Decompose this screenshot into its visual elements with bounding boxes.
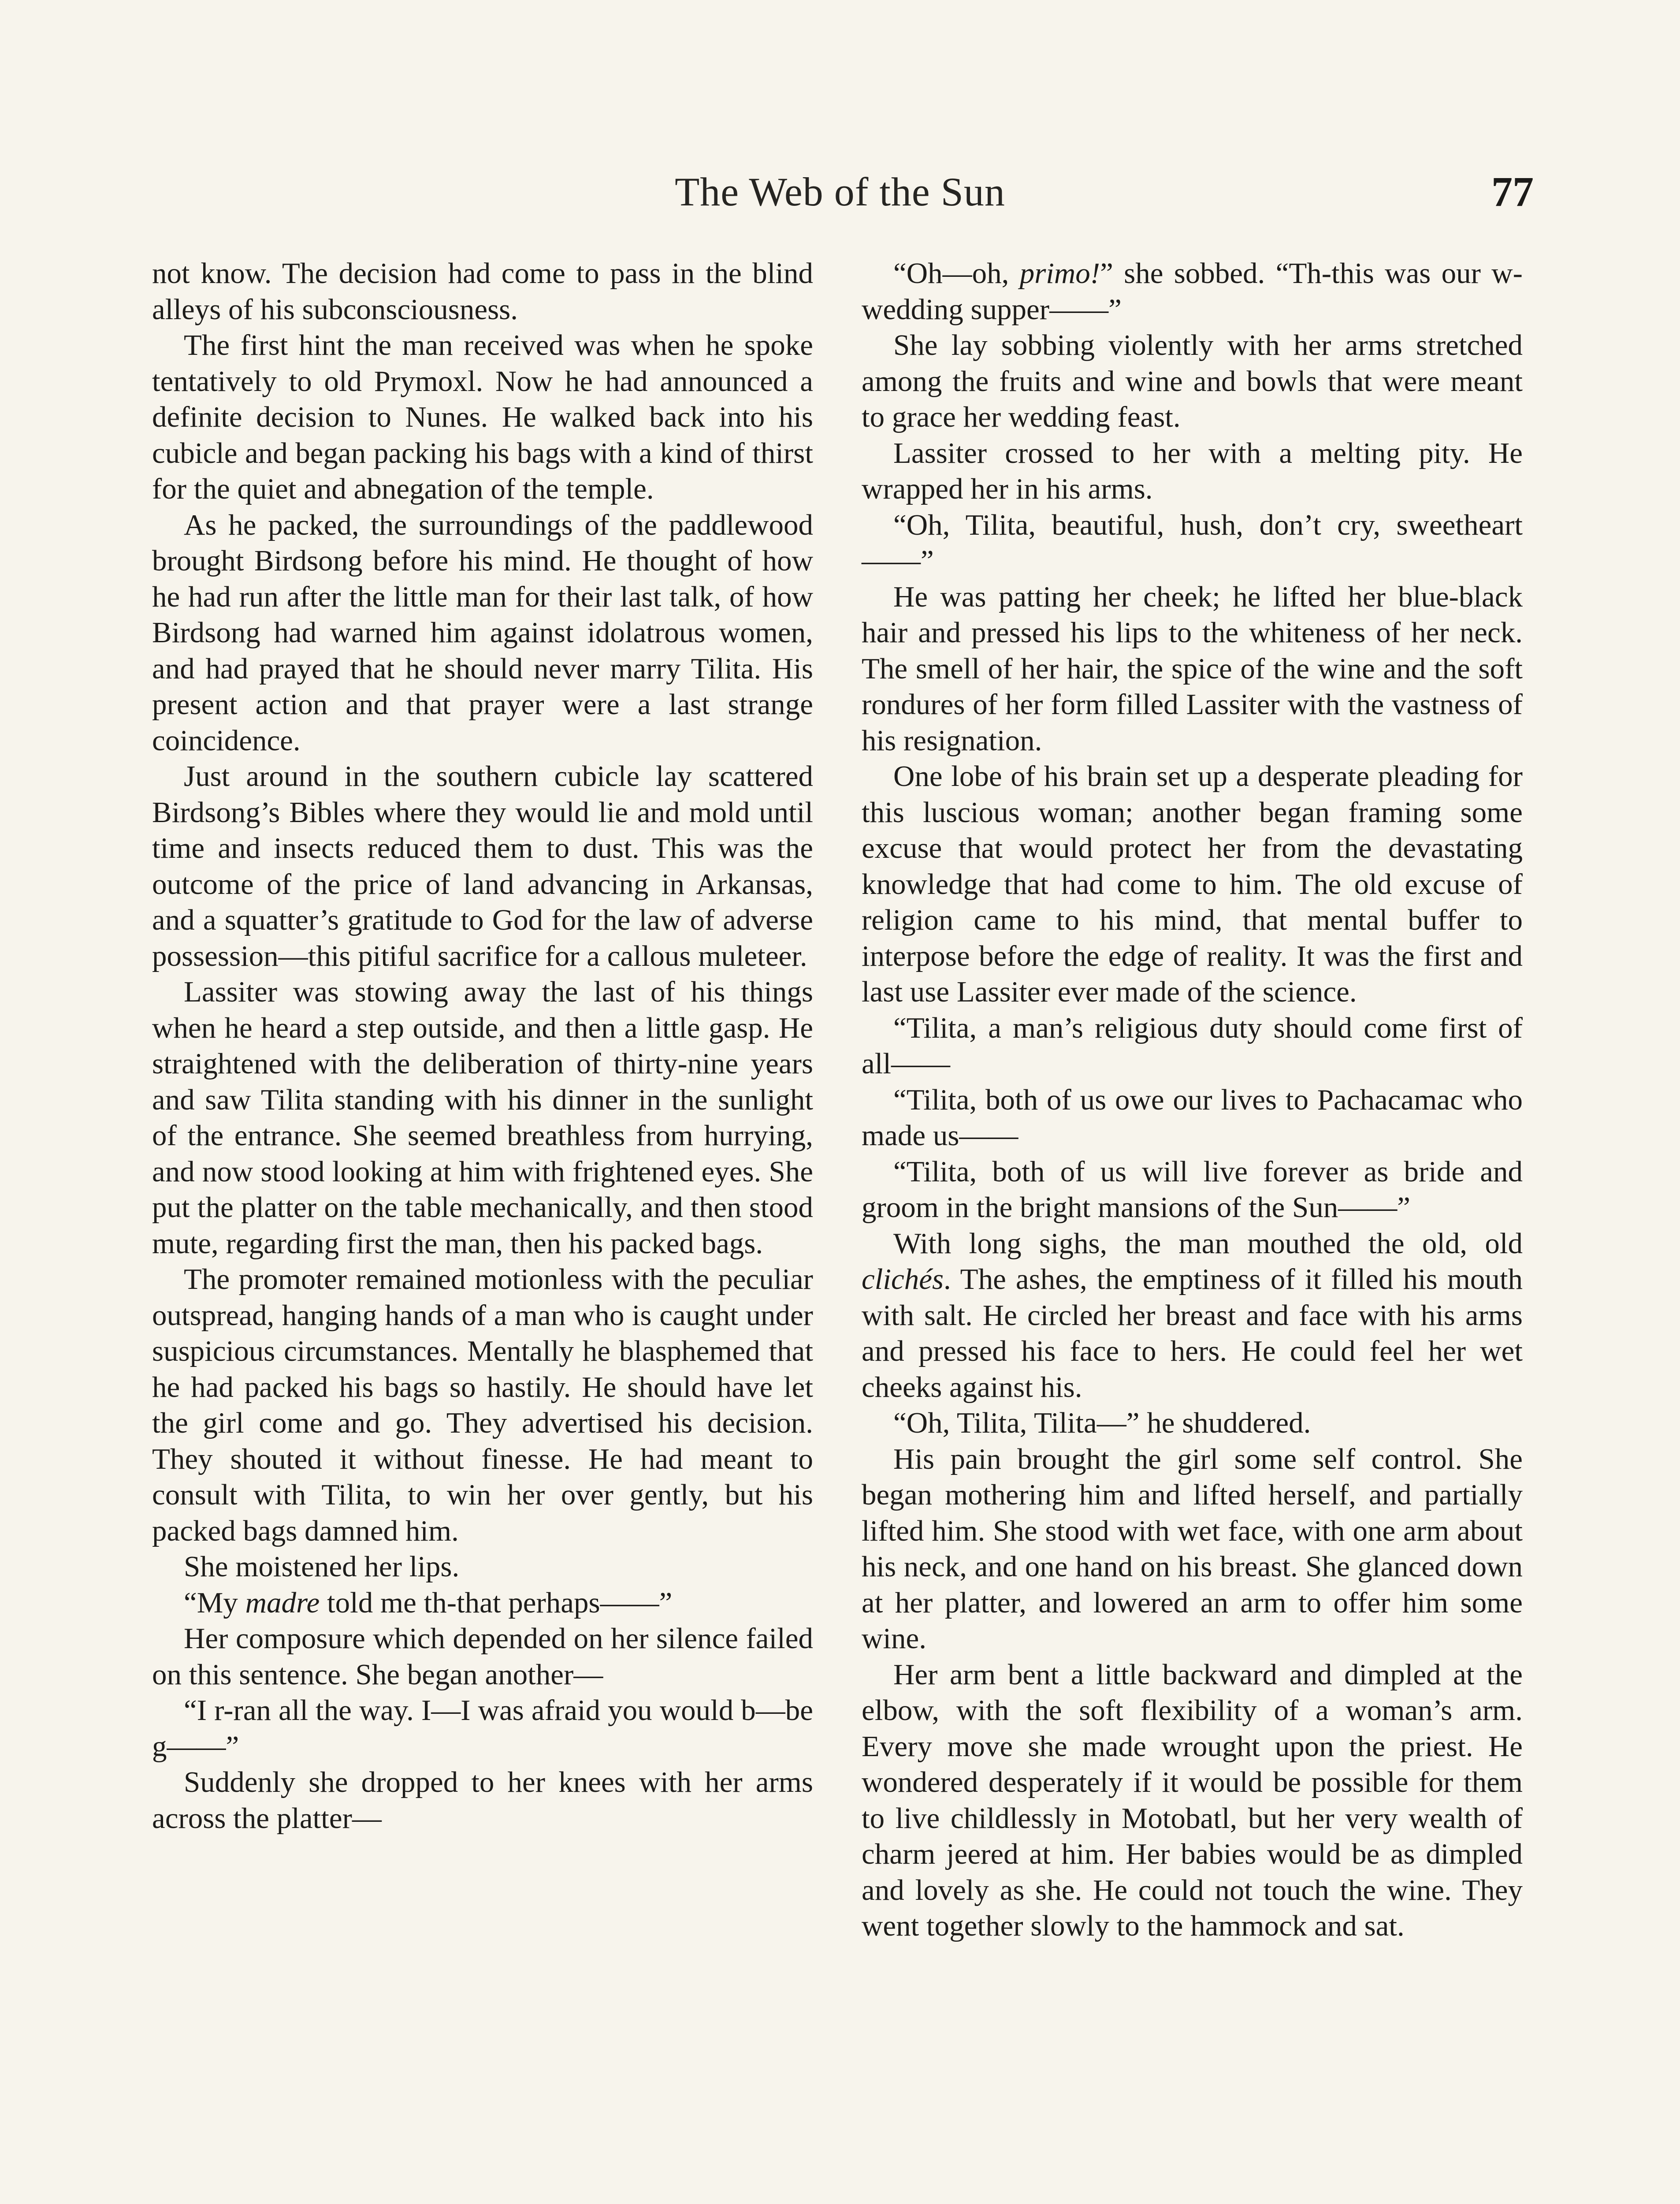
paragraph: Suddenly she dropped to her knees with her arms across the platter— — [152, 1766, 813, 1835]
paragraph: “Oh, Tilita, Tilita—” he shuddered. — [893, 1407, 1311, 1439]
paragraph: Just around in the southern cubicle lay scattered Birdsong’s Bibles where they would lie and mold until time and insects reduced them to dust. This was the outcome of the price of land advancing in Arkansas, and a squatter’s gratitude to God for the law of adverse possession—this pitiful sacrifice for a callous muleteer. — [152, 760, 813, 972]
right-column — [862, 256, 1523, 1944]
left-column — [152, 256, 813, 1836]
paragraph: Lassiter was stowing away the last of his things when he heard a step outside, and then a little gasp. He straightened with the deliberation of thirty-nine years and saw Tilita standing with his dinner in the sunlight of the entrance. She seemed breathless from hurrying, and now stood looking at him with frightened eyes. She put the platter on the table mechanically, and then stood mute, regarding first the man, then his packed bags. — [152, 975, 813, 1260]
paragraph: “Tilita, a man’s religious duty should come first of all—— — [862, 1011, 1523, 1080]
paragraph: The promoter remained motionless with the peculiar outspread, hanging hands of a man who is caught under suspicious circumstances. Mentally he blasphemed that he had packed his bags so hastily. He should have let the girl come and go. They advertised his decision. They shouted it without finesse. He had meant to consult with Tilita, to win her over gently, but his packed bags damned him. — [152, 1263, 813, 1547]
paragraph: His pain brought the girl some self control. She began mothering him and lifted herself, and partially lifted him. She stood with wet face, with one arm about his neck, and one hand on his breast. She glanced down at her platter, and lowered an arm to offer him some wine. — [862, 1442, 1523, 1655]
italic-word: clichés — [862, 1263, 944, 1296]
paragraph: “My madre told me th-that perhaps——” — [184, 1586, 673, 1619]
paragraph: As he packed, the surroundings of the paddlewood brought Birdsong before his mind. He thought of how he had run after the little man for their last talk, of how Birdsong had warned him against idolatrous women, and had prayed that he should never marry Tilita. His present action and that prayer were a last strange coincidence. — [152, 508, 813, 757]
paragraph: The first hint the man received was when he spoke tentatively to old Prymoxl. Now he had announced a definite decision to Nunes. He walked back into his cubicle and began packing his bags with a kind of thirst for the quiet and abnegation of the temple. — [152, 329, 813, 505]
paragraph: One lobe of his brain set up a desperate pleading for this luscious woman; another began framing some excuse that would protect her from the devastating knowledge that had come to him. The old excuse of religion came to his mind, that mental buffer to interpose before the edge of reality. It was the first and last use Lassiter ever made of the science. — [862, 760, 1523, 1008]
paragraph: “Oh, Tilita, beautiful, hush, don’t cry, sweetheart——” — [862, 508, 1523, 577]
paragraph: Lassiter crossed to her with a melting pity. He wrapped her in his arms. — [862, 436, 1523, 505]
paragraph: She lay sobbing violently with her arms stretched among the fruits and wine and bowls that were meant to grace her wedding feast. — [862, 329, 1523, 433]
paragraph: She moistened her lips. — [184, 1550, 460, 1583]
page-number: 77 — [1491, 168, 1534, 215]
paragraph: With long sighs, the man mouthed the old, old clichés. The ashes, the emptiness of it filled his mouth with salt. He circled her breast and face with his arms and pressed his face to hers. He could feel her wet cheeks against his. — [862, 1227, 1523, 1404]
italic-word: primo! — [1019, 257, 1100, 290]
paragraph: “I r-ran all the way. I—I was afraid you would b—be g——” — [152, 1694, 813, 1763]
paragraph: “Oh—oh, primo!” she sobbed. “Th-this was our w-wedding supper——” — [862, 257, 1523, 326]
paragraph: Her arm bent a little backward and dimpled at the elbow, with the soft flexibility of a woman’s arm. Every move she made wrought upon the priest. He wondered desperately if it would be possible for them to live childlessly in Motobatl, but her very wealth of charm jeered at him. Her babies would be as dimpled and lovely as she. He could not touch the wine. They went together slowly to the hammock and sat. — [862, 1658, 1523, 1942]
italic-word: madre — [245, 1586, 320, 1619]
paragraph: “Tilita, both of us owe our lives to Pachacamac who made us—— — [862, 1083, 1523, 1152]
paragraph: “Tilita, both of us will live forever as bride and groom in the bright mansions of the Sun——” — [862, 1155, 1523, 1224]
paragraph: Her composure which depended on her silence failed on this sentence. She began another— — [152, 1622, 813, 1691]
paragraph: not know. The decision had come to pass in the blind alleys of his subconsciousness. — [152, 257, 813, 326]
paragraph: He was patting her cheek; he lifted her blue-black hair and pressed his lips to the whiteness of her neck. The smell of her hair, the spice of the wine and the soft rondures of her form filled Lassiter with the vastness of his resignation. — [862, 580, 1523, 757]
running-title: The Web of the Sun — [675, 169, 1005, 214]
